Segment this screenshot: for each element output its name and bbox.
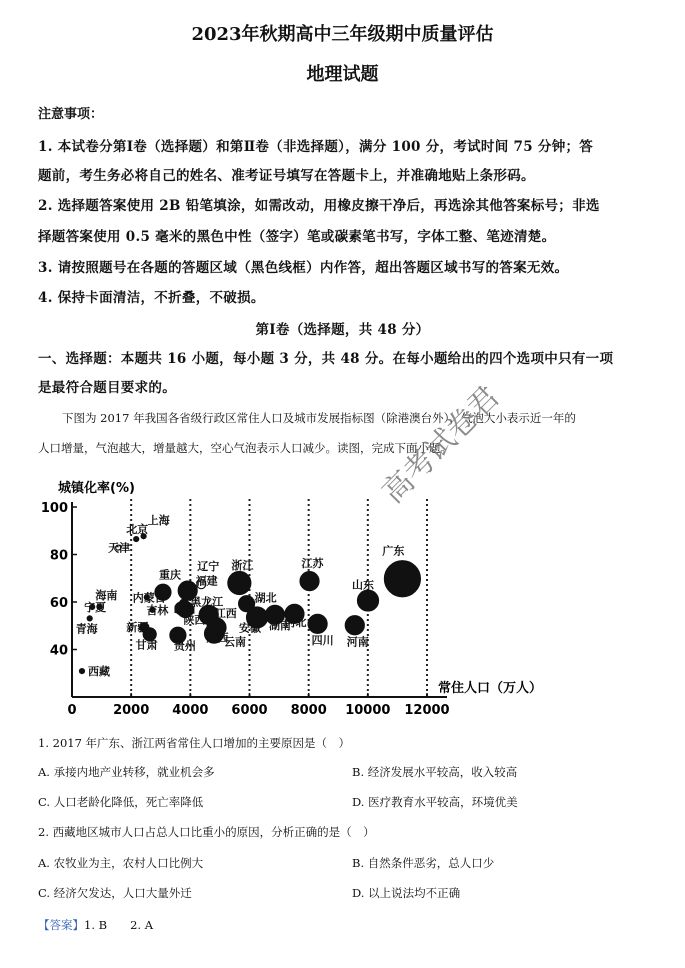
bubble bbox=[308, 614, 327, 633]
bubble bbox=[87, 616, 92, 621]
bubble-label: 陕西 bbox=[183, 613, 206, 627]
bubble bbox=[345, 616, 364, 635]
y-tick-label: 100 bbox=[40, 501, 68, 516]
option-b: B. 经济发展水平较高，收入较高 bbox=[352, 765, 518, 779]
notice-line: 4. 保持卡面清洁，不折叠，不破损。 bbox=[38, 290, 265, 306]
watermark: 高考试卷君 bbox=[375, 379, 507, 511]
option-d: D. 以上说法均不正确 bbox=[352, 886, 461, 900]
bubble-label: 广西 bbox=[206, 631, 229, 645]
bubble-label: 上海 bbox=[147, 514, 170, 528]
x-tick-label: 2000 bbox=[113, 703, 150, 718]
bubble-label: 江苏 bbox=[301, 557, 324, 571]
question-1-stem: 1. 2017 年广东、浙江两省常住人口增加的主要原因是（ ） bbox=[38, 736, 351, 750]
notice-line: 2. 选择题答案使用 2B 铅笔填涂，如需改动，用橡皮擦干净后，再选涂其他答案标号；非选 bbox=[38, 198, 600, 214]
bubble-label: 重庆 bbox=[158, 568, 181, 582]
option-a: A. 农牧业为主，农村人口比例大 bbox=[38, 856, 204, 870]
notice-heading: 注意事项： bbox=[38, 107, 104, 122]
bubble-label: 新疆 bbox=[126, 621, 149, 635]
question-2-stem: 2. 西藏地区城市人口占总人口比重小的原因，分析正确的是（ ） bbox=[38, 825, 375, 839]
subject-title: 地理试题 bbox=[306, 64, 379, 85]
y-tick-label: 60 bbox=[49, 596, 68, 611]
option-a: A. 承接内地产业转移，就业机会多 bbox=[38, 765, 215, 779]
notice-line: 3. 请按照题号在各题的答题区域（黑色线框）内作答，超出答题区域书写的答案无效。 bbox=[38, 260, 569, 276]
option-b: B. 自然条件恶劣，总人口少 bbox=[352, 856, 495, 870]
bubble-label: 山东 bbox=[352, 578, 375, 592]
question-stem: 人口增量，气泡越大，增量越大，空心气泡表示人口减少。读图，完成下面小题。 bbox=[38, 441, 452, 455]
bubble-label: 河北 bbox=[284, 615, 307, 629]
notice-line: 1. 本试卷分第Ⅰ卷（选择题）和第Ⅱ卷（非选择题），满分 100 分，考试时间 75 分钟；答 bbox=[38, 139, 594, 155]
bubble-label: 吉林 bbox=[146, 603, 169, 617]
notice-line: 题前，考生务必将自己的姓名、准考证号填写在答题卡上，并准确地贴上条形码。 bbox=[38, 168, 535, 184]
bubble-label: 宁夏 bbox=[84, 600, 107, 614]
bubble-label: 天津 bbox=[108, 541, 131, 555]
x-tick-label: 4000 bbox=[172, 703, 209, 718]
x-tick-label: 6000 bbox=[231, 703, 268, 718]
bubble-label: 山西 bbox=[173, 602, 196, 616]
option-c: C. 人口老龄化降低，死亡率降低 bbox=[38, 795, 204, 809]
bubble-label: 海南 bbox=[95, 588, 118, 602]
bubble-label: 安徽 bbox=[239, 621, 262, 635]
section-instruction: 是最符合题目要求的。 bbox=[38, 380, 176, 396]
bubble bbox=[228, 572, 251, 595]
section-instruction: 一、选择题：本题共 16 小题，每小题 3 分，共 48 分。在每小题给出的四个选项中只有一项 bbox=[38, 351, 614, 367]
exam-title: 2023年秋期高中三年级期中质量评估 bbox=[191, 24, 494, 45]
bubble bbox=[134, 537, 139, 542]
scatter-chart bbox=[0, 470, 685, 740]
bubble-label: 云南 bbox=[224, 635, 247, 649]
bubble-label: 湖北 bbox=[254, 591, 277, 605]
answer-text: 1. B 2. A bbox=[84, 918, 154, 932]
option-c: C. 经济欠发达，人口大量外迁 bbox=[38, 886, 192, 900]
bubble-label: 河南 bbox=[346, 635, 369, 649]
bubble-label: 江西 bbox=[214, 606, 237, 620]
section-title: 第Ⅰ卷（选择题，共 48 分） bbox=[255, 322, 430, 338]
bubble-label: 北京 bbox=[126, 523, 149, 537]
answer-tag: 【答案】 bbox=[38, 918, 84, 932]
bubble bbox=[300, 572, 319, 591]
bubble-label: 内蒙古 bbox=[132, 591, 166, 605]
bubble-label: 广东 bbox=[382, 544, 405, 558]
bubble bbox=[384, 561, 420, 597]
bubble-label: 贵州 bbox=[173, 639, 196, 653]
x-tick-label: 12000 bbox=[404, 703, 450, 718]
bubble-label: 辽宁 bbox=[197, 560, 220, 574]
bubble-label: 福建 bbox=[195, 574, 218, 588]
bubble bbox=[79, 669, 84, 674]
question-stem: 下图为 2017 年我国各省级行政区常住人口及城市发展指标图（除港澳台外），气泡大小表示近一年的 bbox=[62, 411, 576, 425]
answer-line bbox=[38, 917, 153, 933]
bubble-label: 四川 bbox=[311, 633, 334, 647]
bubble bbox=[358, 590, 379, 611]
y-tick-label: 40 bbox=[49, 643, 68, 659]
bubble-label: 甘肃 bbox=[135, 638, 158, 652]
x-axis-label: 常住人口（万人） bbox=[438, 681, 543, 696]
notice-line: 择题答案使用 0.5 毫米的黑色中性（签字）笔或碳素笔书写，字体工整、笔迹清楚。 bbox=[38, 229, 556, 245]
bubble-label: 黑龙江 bbox=[190, 595, 224, 609]
x-tick-label: 10000 bbox=[345, 703, 391, 718]
bubble-label: 浙江 bbox=[231, 559, 254, 572]
bubble-label: 湖南 bbox=[268, 618, 291, 632]
option-d: D. 医疗教育水平较高，环境优美 bbox=[352, 795, 518, 809]
x-tick-label: 0 bbox=[67, 703, 77, 718]
y-tick-label: 80 bbox=[49, 548, 68, 564]
bubble-label: 青海 bbox=[75, 622, 98, 636]
y-axis-label: 城镇化率(%) bbox=[58, 481, 135, 496]
x-tick-label: 8000 bbox=[290, 703, 327, 718]
bubble-label: 西藏 bbox=[87, 665, 110, 679]
